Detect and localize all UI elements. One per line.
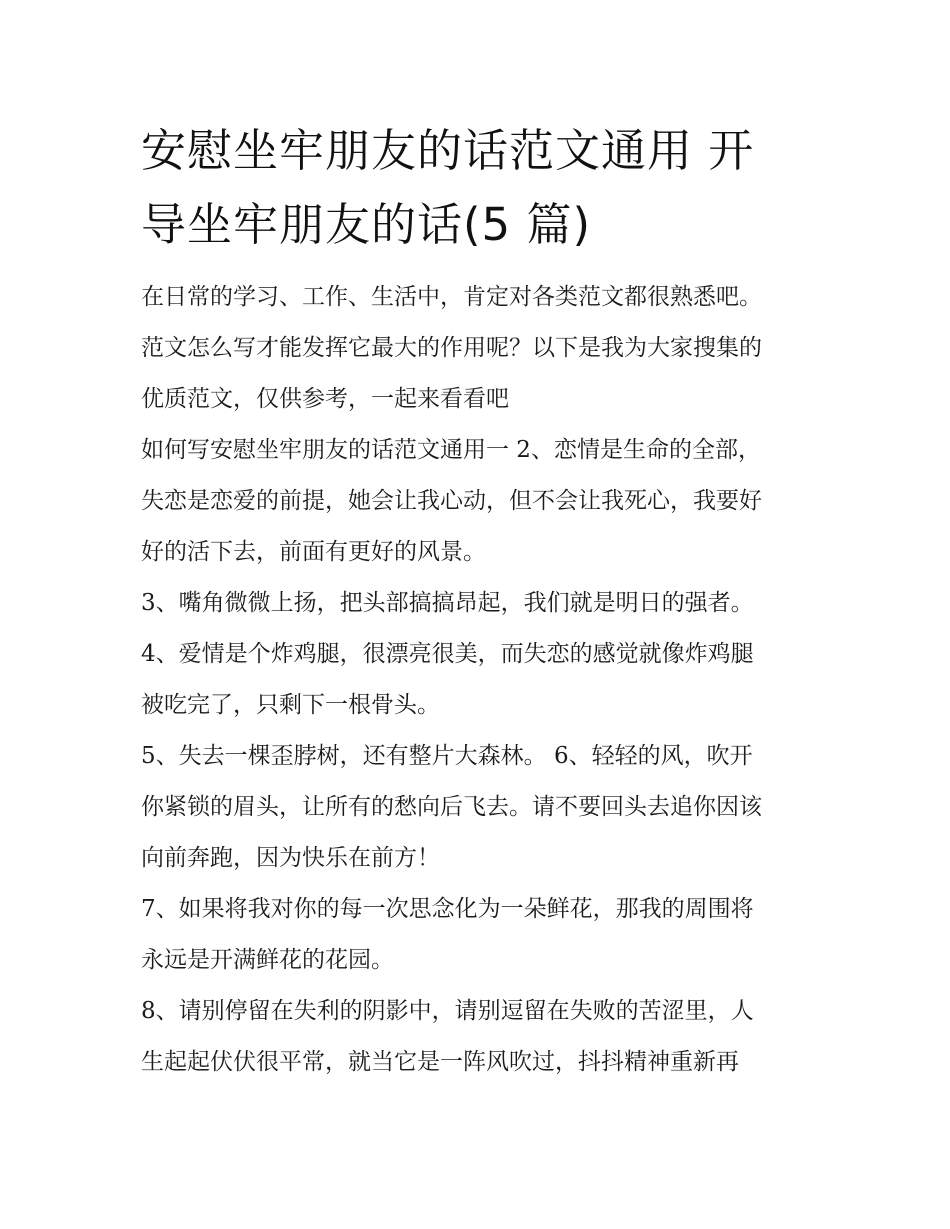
paragraph-8 — [141, 986, 813, 1088]
text-line: 失恋是恋爱的前提，她会让我心动，但不会让我死心，我要好 — [141, 488, 762, 514]
paragraph-4 — [141, 629, 813, 731]
document-content — [141, 114, 813, 1088]
text-line: 7、如果将我对你的每一次思念化为一朵鲜花，那我的周围将 — [141, 896, 754, 922]
title-line: 安慰坐牢朋友的话范文通用 开 — [141, 124, 755, 177]
paragraph-intro — [141, 272, 813, 425]
paragraph-7 — [141, 884, 813, 986]
text-line: 生起起伏伏很平常，就当它是一阵风吹过，抖抖精神重新再 — [141, 1049, 739, 1075]
text-line: 好的活下去，前面有更好的风景。 — [141, 539, 486, 565]
text-line: 永远是开满鲜花的花园。 — [141, 947, 394, 973]
paragraph-3 — [141, 578, 813, 629]
document-title — [141, 114, 813, 262]
paragraph-5-6 — [141, 731, 813, 884]
document-body — [141, 272, 813, 1088]
text-line: 如何写安慰坐牢朋友的话范文通用一 2、恋情是生命的全部， — [141, 437, 761, 463]
title-line: 导坐牢朋友的话(5 篇) — [141, 198, 592, 251]
text-line: 5、失去一棵歪脖树，还有整片大森林。 6、轻轻的风，吹开 — [141, 743, 753, 769]
text-line: 在日常的学习、工作、生活中，肯定对各类范文都很熟悉吧。 — [141, 284, 762, 310]
text-line: 你紧锁的眉头，让所有的愁向后飞去。请不要回头去追你因该 — [141, 794, 762, 820]
text-line: 被吃完了，只剩下一根骨头。 — [141, 692, 440, 718]
text-line: 3、嘴角微微上扬，把头部搞搞昂起，我们就是明日的强者。 — [141, 590, 754, 616]
text-line: 4、爱情是个炸鸡腿，很漂亮很美，而失恋的感觉就像炸鸡腿 — [141, 641, 754, 667]
text-line: 向前奔跑，因为快乐在前方！ — [141, 845, 440, 871]
text-line: 范文怎么写才能发挥它最大的作用呢？以下是我为大家搜集的 — [141, 335, 762, 361]
text-line: 8、请别停留在失利的阴影中，请别逗留在失败的苦涩里，人 — [141, 998, 754, 1024]
text-line: 优质范文，仅供参考，一起来看看吧 — [141, 386, 509, 412]
paragraph-2 — [141, 425, 813, 578]
